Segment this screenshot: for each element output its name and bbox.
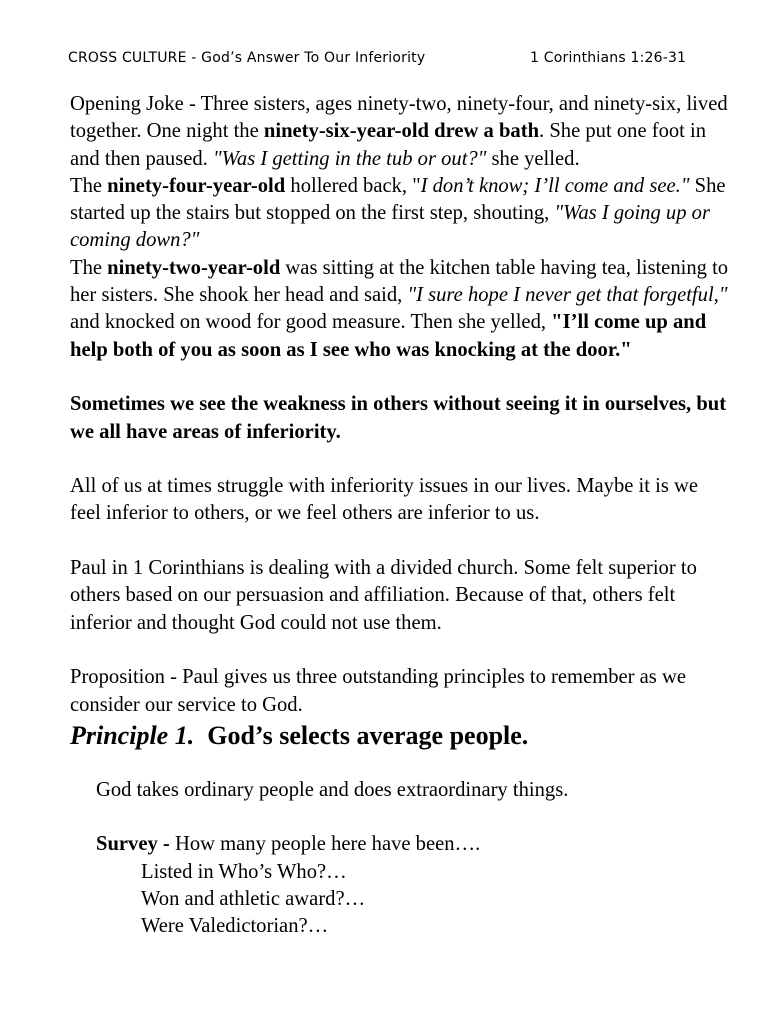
paul-paragraph: Paul in 1 Corinthians is dealing with a divided church. Some felt superior to others based on our persuasion and affiliation. Because of that, others felt inferior and thought God could not use them. (70, 557, 697, 634)
proposition-paragraph: Proposition - Paul gives us three outstanding principles to remember as we consider our service to God. (70, 666, 686, 716)
survey-item: Listed in Who’s Who?… (141, 860, 347, 883)
survey-question-text: How many people here have been…. (169, 833, 481, 856)
joke-text: . She put one foot in and then paused. (70, 120, 707, 170)
opening-joke-paragraph (70, 91, 732, 173)
document-header (68, 50, 728, 66)
joke-text: was sitting at the kitchen table having tea, listening to her sisters. She shook her head and said, (70, 256, 729, 307)
joke-text: she yelled. (486, 147, 580, 170)
principle-title: God’s selects average people. (207, 720, 529, 750)
joke-text: and knocked on wood for good measure. Then she yelled, (70, 311, 552, 334)
scripture-reference: 1 Corinthians 1:26-31 (530, 50, 687, 66)
joke-second-sister-paragraph (70, 173, 732, 255)
principle-1-heading (70, 719, 732, 753)
joke-quote: "Was I going up or coming down?" (70, 202, 710, 252)
survey-label: Survey - (96, 833, 170, 856)
header-title: CROSS CULTURE - God’s Answer To Our Inferiority (68, 50, 426, 66)
takeaway-text: Sometimes we see the weakness in others without seeing it in ourselves, but we all have areas of inferiority. (70, 393, 727, 443)
joke-punchline: "I’ll come up and help both of you as soon as I see who was knocking at the door." (70, 311, 707, 361)
joke-quote: "Was I getting in the tub or out?" (212, 147, 487, 170)
joke-bold-text: ninety-six-year-old drew a bath (263, 120, 540, 143)
principle-label: Principle 1. (70, 720, 195, 750)
joke-bold-text: ninety-four-year-old (107, 174, 286, 197)
ordinary-people-paragraph: God takes ordinary people and does extraordinary things. (96, 778, 569, 801)
sermon-body (70, 91, 732, 941)
joke-text: She started up the stairs but stopped on the first step, shouting, (70, 174, 726, 225)
takeaway-paragraph (70, 391, 732, 446)
joke-text: The (70, 174, 108, 197)
survey-item: Were Valedictorian?… (141, 915, 329, 938)
joke-bold-text: ninety-two-year-old (107, 256, 281, 279)
joke-quote: "I sure hope I never get that forgetful," (407, 284, 728, 307)
joke-text: Opening Joke - Three sisters, ages ninety-two, ninety-four, and ninety-six, lived together. One night the (70, 93, 728, 143)
joke-text: The (70, 256, 108, 279)
joke-quote: I don’t know; I’ll come and see." (420, 174, 690, 197)
inferiority-paragraph: All of us at times struggle with inferiority issues in our lives. Maybe it is we feel inferior to others, or we feel others are inferior to us. (70, 475, 699, 525)
joke-text: hollered back, " (285, 174, 421, 197)
survey-question (70, 831, 732, 858)
survey-item: Won and athletic award?… (141, 888, 366, 911)
joke-third-sister-paragraph (70, 255, 732, 364)
